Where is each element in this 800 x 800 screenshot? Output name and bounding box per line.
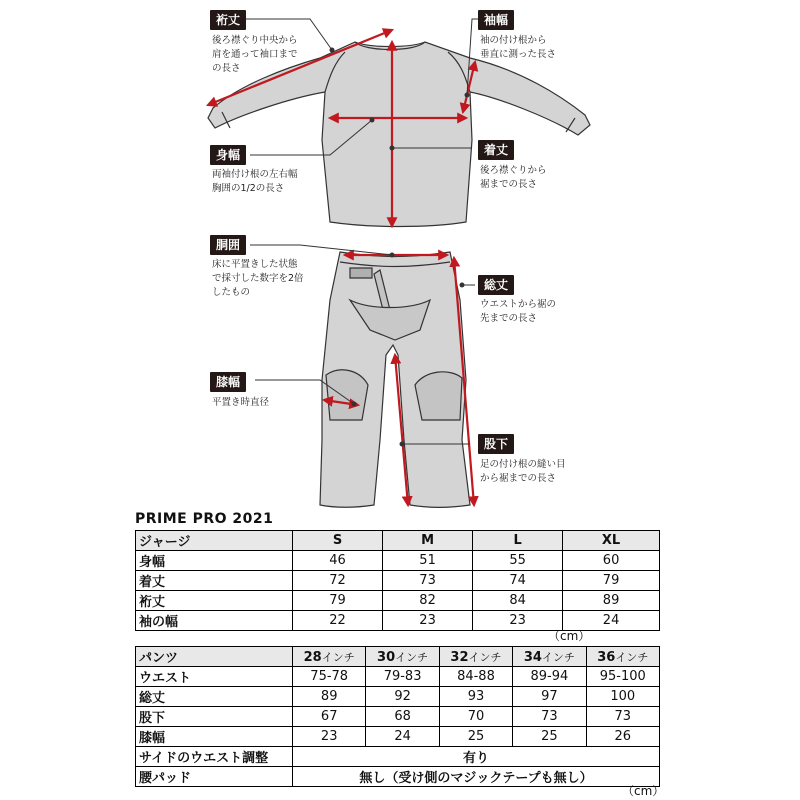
sleeve-width-desc: 袖の付け根から 垂直に測った長さ [480,35,557,60]
jersey-size-header: M [383,531,473,551]
cell: 75-78 [293,667,366,687]
cell: 89 [293,687,366,707]
cell: 79-83 [366,667,439,687]
table-row [136,727,660,747]
cell: 73 [383,571,473,591]
cell: 93 [439,687,512,707]
table-row [136,767,660,787]
size-number: 28 [303,649,322,665]
size-suffix: インチ [468,650,502,664]
waist-desc: 床に平置きした状態 で採寸した数字を2倍 したもの [212,259,304,298]
cell: 79 [563,571,660,591]
size-number: 34 [523,649,542,665]
row-label: 着丈 [136,571,293,591]
cell: 25 [513,727,586,747]
jersey-corner-label: ジャージ [136,531,293,551]
merged-cell: 有り [293,747,660,767]
cell: 68 [366,707,439,727]
cell: 25 [439,727,512,747]
table-row [136,551,660,571]
table-row [136,707,660,727]
table-row [136,747,660,767]
pants-size-header [439,647,512,667]
cell: 55 [473,551,563,571]
jersey-unit-label: （cm） [548,629,591,643]
cell: 89 [563,591,660,611]
jersey-size-header: S [293,531,383,551]
row-label: ウエスト [136,667,293,687]
total-length-desc: ウエストから裾の 先までの長さ [480,299,557,324]
pants-size-header [293,647,366,667]
table-row [136,571,660,591]
size-number: 36 [597,649,616,665]
cell: 22 [293,611,383,631]
body-length-tag: 着丈 [478,140,514,160]
jersey-header-row [136,531,660,551]
merged-cell: 無し（受け側のマジックテープも無し） [293,767,660,787]
body-width-desc: 両袖付け根の左右幅 胸囲の1/2の長さ [212,169,298,194]
body-width-tag: 身幅 [210,145,246,165]
cell: 23 [473,611,563,631]
cell: 84-88 [439,667,512,687]
pants-drawing [320,252,470,507]
knee-width-desc: 平置き時直径 [212,397,270,408]
body-length-desc: 後ろ襟ぐりから 裾までの長さ [480,165,547,190]
table-row [136,687,660,707]
jersey-size-header: L [473,531,563,551]
sleeve-width-tag: 袖幅 [478,10,514,30]
pants-corner-label: パンツ [136,647,293,667]
cell: 46 [293,551,383,571]
size-number: 30 [377,649,396,665]
row-label: 身幅 [136,551,293,571]
cell: 95-100 [586,667,659,687]
waist-tag: 胴囲 [210,235,246,255]
jersey-size-header: XL [563,531,660,551]
inseam-tag: 股下 [478,434,514,454]
pants-unit-label: （cm） [622,784,665,798]
row-label: 裄丈 [136,591,293,611]
cell: 72 [293,571,383,591]
cell: 23 [383,611,473,631]
row-label: サイドのウエスト調整 [136,747,293,767]
cell: 73 [513,707,586,727]
cell: 100 [586,687,659,707]
jersey-size-table [135,530,660,631]
cell: 89-94 [513,667,586,687]
row-label: 腰パッド [136,767,293,787]
cell: 51 [383,551,473,571]
cell: 26 [586,727,659,747]
knee-width-tag: 膝幅 [210,372,246,392]
cell: 97 [513,687,586,707]
total-length-tag: 総丈 [478,275,514,295]
cell: 23 [293,727,366,747]
size-suffix: インチ [321,650,355,664]
pants-size-header [366,647,439,667]
size-suffix: インチ [541,650,575,664]
sleeve-length-tag: 裄丈 [210,10,246,30]
size-suffix: インチ [615,650,649,664]
cell: 24 [366,727,439,747]
inseam-desc: 足の付け根の縫い目 から裾までの長さ [480,459,566,484]
pants-size-header [513,647,586,667]
table-row [136,591,660,611]
cell: 73 [586,707,659,727]
sleeve-length-desc: 後ろ襟ぐり中央から 肩を通って袖口まで の長さ [212,35,298,74]
cell: 60 [563,551,660,571]
row-label: 膝幅 [136,727,293,747]
size-number: 32 [450,649,469,665]
cell: 79 [293,591,383,611]
row-label: 総丈 [136,687,293,707]
pants-size-table [135,646,660,787]
cell: 92 [366,687,439,707]
table-row [136,667,660,687]
row-label: 股下 [136,707,293,727]
cell: 84 [473,591,563,611]
table-title: PRIME PRO 2021 [135,511,274,527]
cell: 74 [473,571,563,591]
pants-header-row [136,647,660,667]
cell: 67 [293,707,366,727]
cell: 70 [439,707,512,727]
size-suffix: インチ [395,650,429,664]
cell: 82 [383,591,473,611]
row-label: 袖の幅 [136,611,293,631]
pants-size-header [586,647,659,667]
cell: 24 [563,611,660,631]
